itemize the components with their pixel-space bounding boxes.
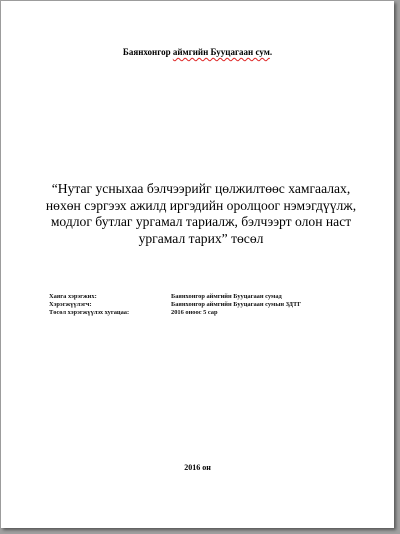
info-value: Баянхонгор аймгийн Бууцагаан сумад [171, 293, 282, 300]
info-row-location [49, 293, 369, 301]
project-title: “Нутаг усныхаа бэлчээрийг цөлжилтөөс хамгаалах, нөхөн сэргээх ажилд иргэдийн оролцоог нэмэгдүүлж, модлог бутлаг ургамал тариалж, бэлчээрт олон наст ургамал тарих” төсөл [45, 181, 357, 246]
footer-year: 2016 он [184, 463, 211, 472]
document-header [1, 47, 394, 57]
info-label: Төсөл хэрэгжүүлэх хугацаа: [49, 309, 130, 317]
info-row-duration [49, 309, 369, 317]
header-text: Баянхонгор [122, 47, 173, 57]
document-page [1, 1, 394, 528]
info-row-implementer [49, 301, 369, 309]
info-value: 2016 оноос 5 сар [171, 309, 218, 317]
project-info-table [49, 293, 369, 318]
info-value: Баянхонгор аймгийн Бууцагаан сумын ЗДТГ [171, 301, 302, 309]
header-spellcheck-text: аймгийн Бууцагаан сум [172, 47, 270, 57]
header-period: . [269, 47, 273, 57]
info-label: Хаяга хэрэгжих: [49, 293, 97, 300]
info-label: Хэрэгжүүлэгч: [49, 301, 92, 309]
